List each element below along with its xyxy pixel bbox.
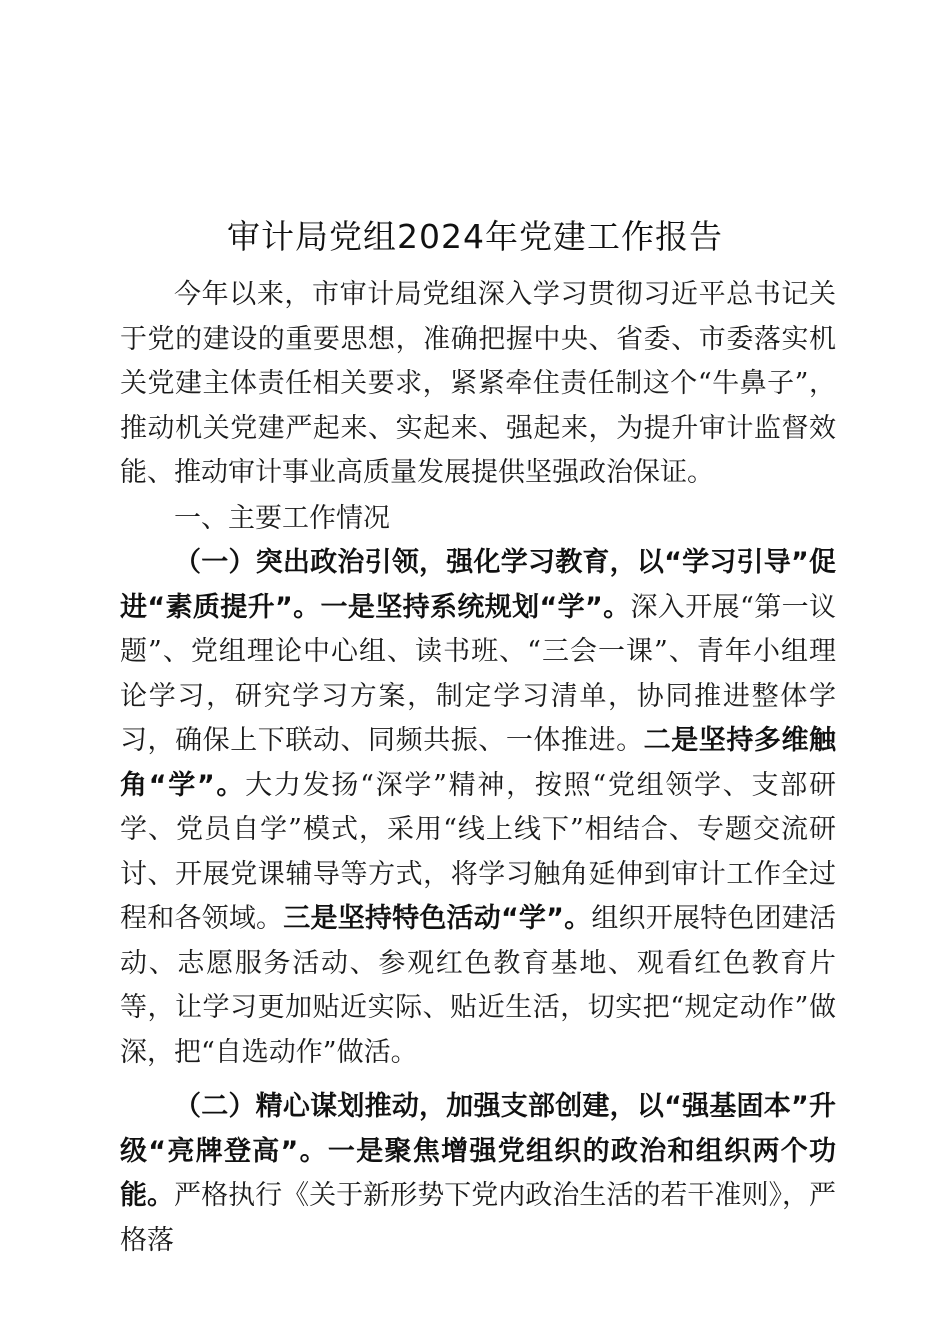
- part-one-item3-lead: 三是坚持特色活动“学”。: [283, 903, 592, 934]
- part-one-item2-lead: 二是坚持多维触角“学”。: [120, 725, 837, 801]
- part-two-paragraph: [120, 1085, 836, 1263]
- part-one-paragraph: [120, 541, 836, 1075]
- part-one-item2-text: 大力发扬“深学”精神，按照“党组领学、支部研学、党员自学”模式，采用“线上线下”相结合、专题交流研讨、开展党课辅导等方式，将学习触角延伸到审计工作全过程和各领域。: [120, 769, 836, 934]
- document-title: 审计局党组2024年党建工作报告: [227, 217, 723, 256]
- part-one-item3-text: 组织开展特色团建活动、志愿服务活动、参观红色教育基地、观看红色教育片等，让学习更加贴近实际、贴近生活，切实把“规定动作”做深，把“自选动作”做活。: [120, 903, 837, 1068]
- part-two-item1-text: 严格执行《关于新形势下党内政治生活的若干准则》，严格落: [120, 1180, 837, 1256]
- part-one-item1-text: 深入开展“第一议题”、党组理论中心组、读书班、“三会一课”、青年小组理论学习，研究学习方案，制定学习清单，协同推进整体学习，确保上下联动、同频共振、一体推进。: [120, 591, 836, 756]
- part-one-item1-lead: 一是坚持系统规划“学”。: [320, 591, 631, 623]
- part-two-item1-lead: 一是聚焦增强党组织的政治和组织两个功能。: [120, 1135, 836, 1211]
- part-two-heading: （二）精心谋划推动，加强支部创建，以“强基固本”升级“亮牌登高”。: [120, 1091, 836, 1167]
- section-heading: 一、主要工作情况: [174, 503, 390, 534]
- part-one-heading: （一）突出政治引领，强化学习教育，以“学习引导”促进“素质提升”。: [120, 547, 836, 623]
- intro-paragraph: 今年以来，市审计局党组深入学习贯彻习近平总书记关于党的建设的重要思想，准确把握中央、省委、市委落实机关党建主体责任相关要求，紧紧牵住责任制这个“牛鼻子”，推动机关党建严起来、实起来、强起来，为提升审计监督效能、推动审计事业高质量发展提供坚强政治保证。: [120, 279, 836, 488]
